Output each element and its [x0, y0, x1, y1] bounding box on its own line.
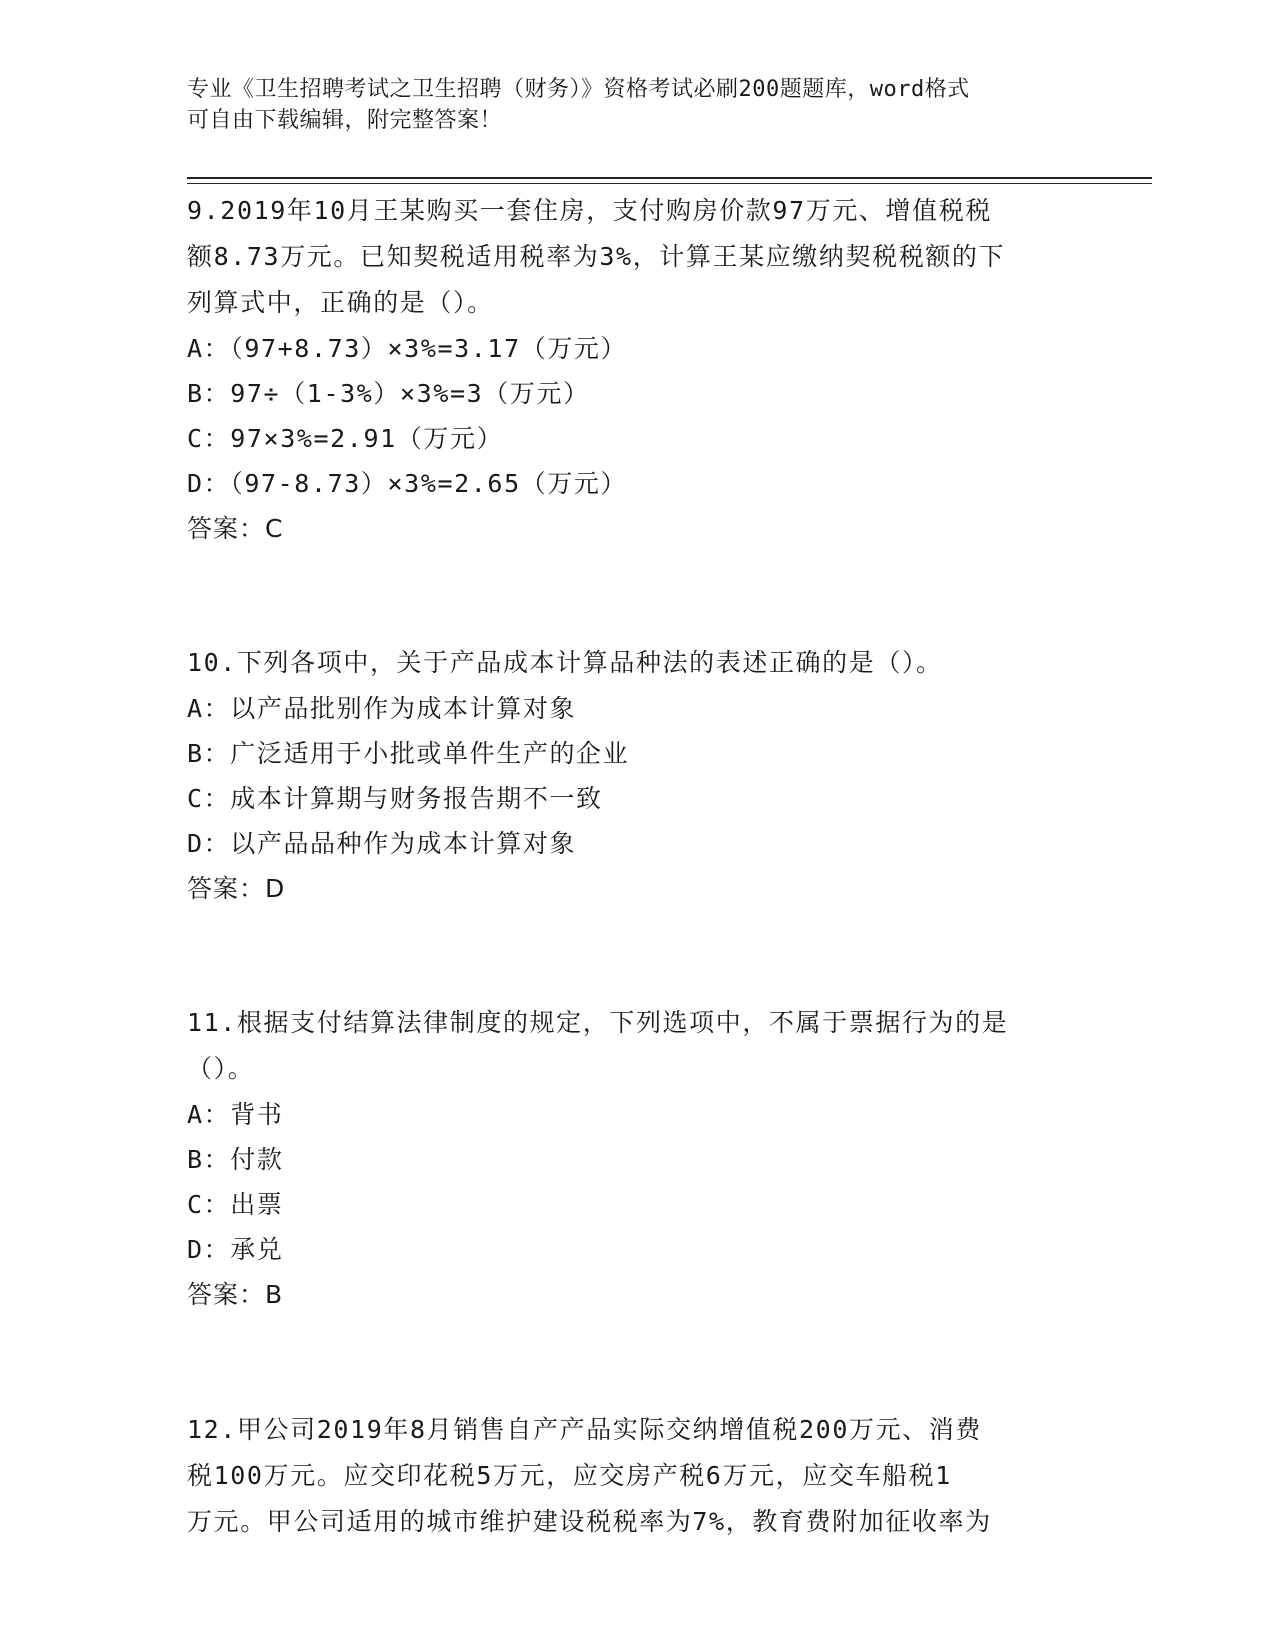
document-header — [187, 74, 1087, 136]
option-b: B：97÷（1-3%）×3%=3（万元） — [187, 379, 590, 408]
header-divider-thin — [187, 183, 1152, 184]
header-line-2: 可自由下载编辑，附完整答案！ — [187, 108, 503, 133]
question-spacer — [187, 552, 1087, 640]
question-11 — [187, 1000, 1087, 1318]
question-stem-line: 9.2019年10月王某购买一套住房，支付购房价款97万元、增值税税 — [187, 196, 992, 225]
answer: 答案：C — [187, 514, 284, 543]
question-list — [187, 188, 1087, 1545]
option-a: A：（97+8.73）×3%=3.17（万元） — [187, 334, 628, 363]
question-stem-line: （）。 — [187, 1054, 255, 1083]
question-spacer — [187, 1318, 1087, 1407]
question-stem-line: 列算式中，正确的是（）。 — [187, 288, 494, 317]
option-d: D：（97-8.73）×3%=2.65（万元） — [187, 469, 628, 498]
option-c: C：97×3%=2.91（万元） — [187, 424, 504, 453]
question-spacer — [187, 912, 1087, 1000]
header-divider-thick — [187, 177, 1152, 179]
answer: 答案：D — [187, 874, 286, 903]
option-a: A：背书 — [187, 1100, 284, 1129]
question-stem-line: 额8.73万元。已知契税适用税率为3%，计算王某应缴纳契税税额的下 — [187, 242, 1006, 271]
question-stem-line: 11.根据支付结算法律制度的规定，下列选项中，不属于票据行为的是 — [187, 1008, 1009, 1037]
option-b: B：付款 — [187, 1145, 284, 1174]
answer: 答案：B — [187, 1280, 284, 1309]
question-stem-line: 12.甲公司2019年8月销售自产产品实际交纳增值税200万元、消费 — [187, 1415, 982, 1444]
option-c: C：出票 — [187, 1190, 284, 1219]
header-line-1: 专业《卫生招聘考试之卫生招聘（财务）》资格考试必刷200题题库，word格式 — [187, 77, 970, 102]
option-d: D：以产品品种作为成本计算对象 — [187, 829, 577, 858]
option-b: B：广泛适用于小批或单件生产的企业 — [187, 739, 630, 768]
option-d: D：承兑 — [187, 1235, 284, 1264]
question-stem-line: 万元。甲公司适用的城市维护建设税税率为7%，教育费附加征收率为 — [187, 1507, 992, 1536]
option-a: A：以产品批别作为成本计算对象 — [187, 694, 577, 723]
question-stem-line: 税100万元。应交印花税5万元，应交房产税6万元，应交车船税1 — [187, 1461, 952, 1490]
question-9 — [187, 188, 1087, 552]
question-stem-line: 10.下列各项中，关于产品成本计算品种法的表述正确的是（）。 — [187, 648, 943, 677]
question-12 — [187, 1407, 1087, 1545]
question-10 — [187, 640, 1087, 912]
option-c: C：成本计算期与财务报告期不一致 — [187, 784, 603, 813]
